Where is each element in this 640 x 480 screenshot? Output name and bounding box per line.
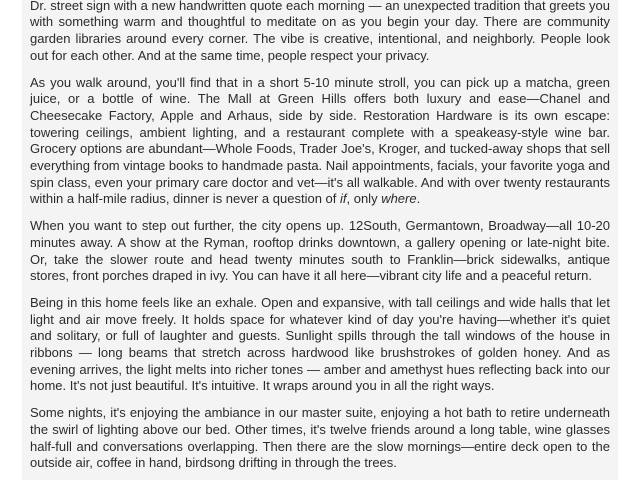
text-run: Some nights, it's enjoying the ambiance in our master suite, enjoying a hot bath to retire underneath the swirl of lighting above our bed. Other times, it's twelve friends around a long table, wine glasses half-full and conversations overlapping. Then there are the slow mornings—entire deck open to the outside air, coffee in hand, birdsong drifting in through the trees.	[30, 405, 610, 471]
italic-text: where	[381, 191, 417, 207]
text-run: When you want to step out further, the city opens up. 12South, Germantown, Broadway—all 10-20 minutes away. A show at the Ryman, rooftop drinks downtown, a gallery opening or late-night bite. Or, take the slower route and head twenty minutes south to Franklin—brick sidewalks, antique stores, front porches draped in ivy. You can have it all here—vibrant city life and a peaceful return.	[30, 218, 610, 284]
paragraph	[30, 0, 610, 65]
paragraph	[30, 405, 610, 472]
text-run: , only	[346, 191, 382, 207]
text-run: Dr. street sign with a new handwritten quote each morning — an unexpected tradition that greets you with something warm and thoughtful to meditate on as you begin your day. There are community garden libraries around every corner. The vibe is creative, intentional, and neighborly. People look out for each other. And at the same time, people respect your privacy.	[30, 0, 610, 63]
text-run: As you walk around, you'll find that in a short 5-10 minute stroll, you can pick up a matcha, green juice, or a bottle of wine. The Mall at Green Hills offers both luxury and ease—Chanel and Cheesecake Factory, Apple and Arhaus, side by side. Restoration Hardware is its own escape: towering ceilings, ambient lighting, and a restaurant complete with a speakeasy-style wine bar. Grocery options are abundant—Whole Foods, Trader Joe's, Kroger, and tucked-away shops that sell everything from vintage books to handmade pasta. Nail appointments, facials, your favorite yoga and spin class, even your primary care doctor and vet—it's all walkable. And with over twenty restaurants within a half-mile radius, dinner is never a question of	[30, 74, 610, 207]
text-run: .	[416, 191, 421, 207]
paragraph	[30, 75, 610, 209]
document-body	[30, 0, 610, 472]
italic-text: if	[340, 191, 347, 207]
text-run: Being in this home feels like an exhale. Open and expansive, with tall ceilings and wide halls that let light and air move freely. It holds space for whatever kind of day you're having—whether it's quiet and solitary, or full of laughter and guests. Sunlight spills through the tall windows of the house in ribbons — long beams that stretch across hardwood like brushstrokes of golden honey. And as evening arrives, the light melts into richer tones — amber and amethyst hues reflecting back into our home. It's not just beautiful. It's intuitive. It wraps around you in all the right ways.	[30, 294, 610, 394]
paragraph	[30, 218, 610, 285]
paragraph	[30, 295, 610, 395]
